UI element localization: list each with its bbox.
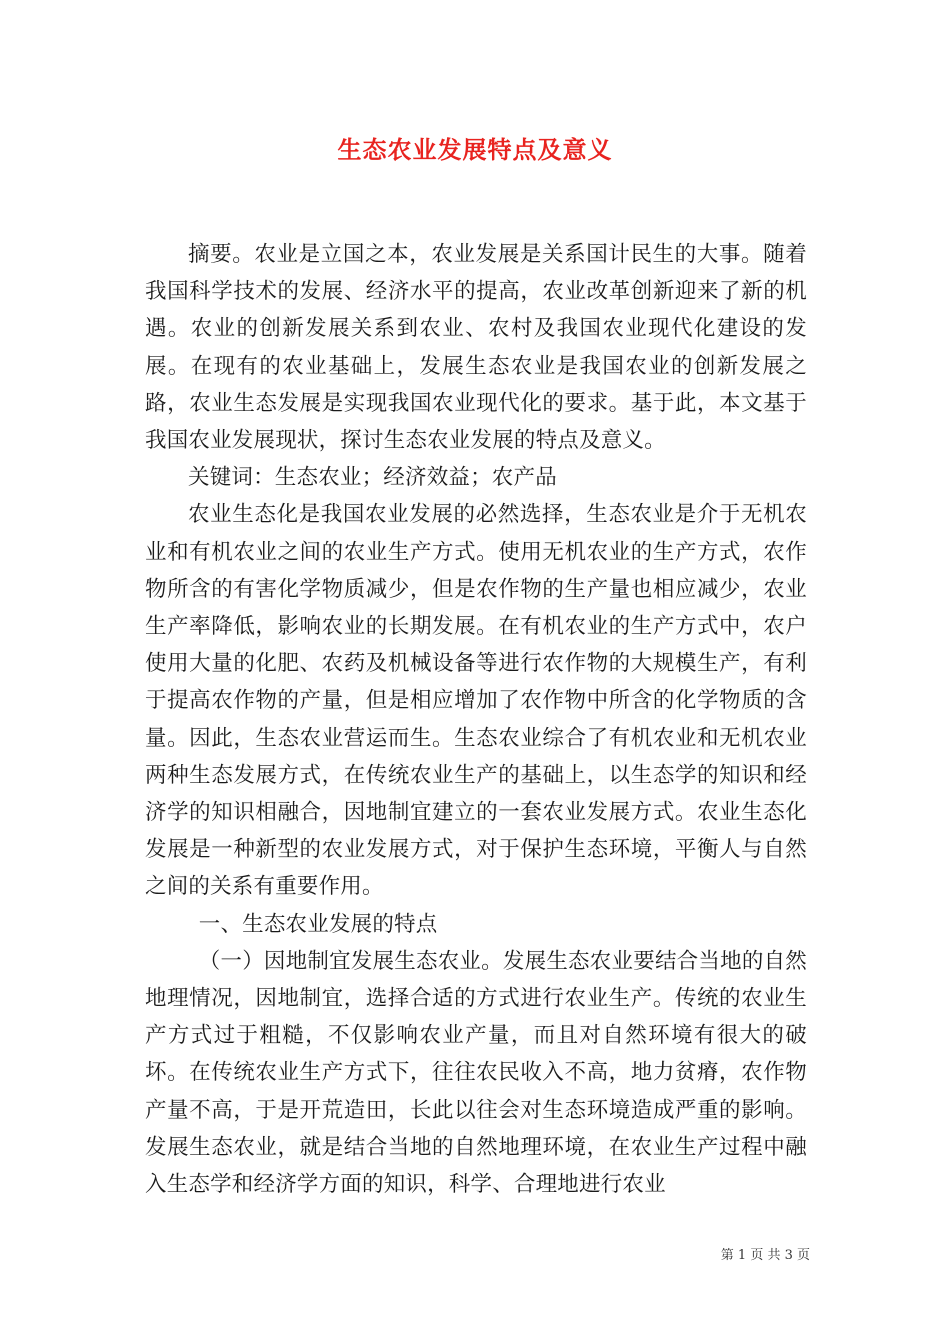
section-heading: 一、生态农业发展的特点 [198, 911, 438, 937]
document-title: 生态农业发展特点及意义 [337, 135, 613, 164]
section-1-paragraph: （一）因地制宜发展生态农业。发展生态农业要结合当地的自然地理情况，因地制宜，选择合适的方式进行农业生产。传统的农业生产方式过于粗糙，不仅影响农业产量，而且对自然环境有很大的破坏。在传统农业生产方式下，往往农民收入不高，地力贫瘠，农作物产量不高，于是开荒造田，长此以往会对生态环境造成严重的影响。发展生态农业，就是结合当地的自然地理环境，在农业生产过程中融入生态学和经济学方面的知识，科学、合理地进行农业 [145, 948, 807, 1198]
abstract-paragraph: 摘要。农业是立国之本，农业发展是关系国计民生的大事。随着我国科学技术的发展、经济水平的提高，农业改革创新迎来了新的机遇。农业的创新发展关系到农业、农村及我国农业现代化建设的发展。在现有的农业基础上，发展生态农业是我国农业的创新发展之路，农业生态发展是实现我国农业现代化的要求。基于此，本文基于我国农业发展现状，探讨生态农业发展的特点及意义。 [145, 242, 807, 454]
document-body [145, 236, 807, 1203]
intro-paragraph: 农业生态化是我国农业发展的必然选择，生态农业是介于无机农业和有机农业之间的农业生产方式。使用无机农业的生产方式，农作物所含的有害化学物质减少，但是农作物的生产量也相应减少，农业生产率降低，影响农业的长期发展。在有机农业的生产方式中，农户使用大量的化肥、农药及机械设备等进行农作物的大规模生产，有利于提高农作物的产量，但是相应增加了农作物中所含的化学物质的含量。因此，生态农业营运而生。生态农业综合了有机农业和无机农业两种生态发展方式，在传统农业生产的基础上，以生态学的知识和经济学的知识相融合，因地制宜建立的一套农业发展方式。农业生态化发展是一种新型的农业发展方式，对于保护生态环境，平衡人与自然之间的关系有重要作用。 [145, 502, 807, 900]
page-indicator: 第 1 页 共 3 页 [720, 1248, 810, 1263]
keywords-paragraph: 关键词：生态农业；经济效益；农产品 [188, 465, 557, 491]
